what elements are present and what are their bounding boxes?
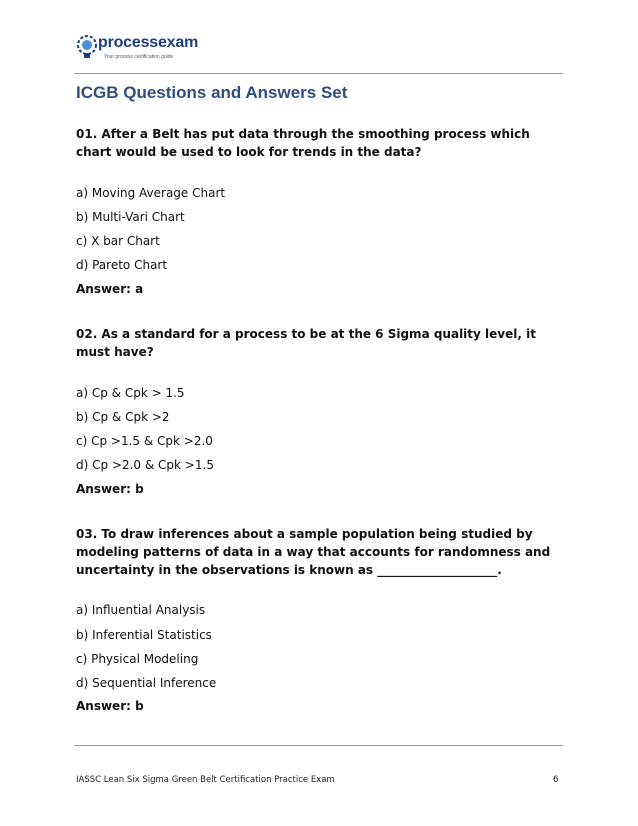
logo-wordmark: processexam — [98, 34, 199, 51]
option-b: b) Inferential Statistics — [76, 628, 212, 642]
option-d: d) Cp >2.0 & Cpk >1.5 — [76, 458, 214, 472]
option-a: a) Moving Average Chart — [76, 186, 226, 200]
option-c: c) Physical Modeling — [76, 652, 199, 666]
page-title: ICGB Questions and Answers Set — [76, 83, 348, 102]
question-text: 03. To draw inferences about a sample population being studied by modeling patterns of data in a way that accounts for randomness and uncertainty in the observations is known as ____________________. — [76, 527, 551, 577]
option-c: c) Cp >1.5 & Cpk >2.0 — [76, 434, 213, 448]
option-d: d) Pareto Chart — [76, 258, 168, 272]
option-a: a) Cp & Cpk > 1.5 — [76, 386, 185, 400]
answer: Answer: a — [76, 282, 144, 296]
option-c: c) X bar Chart — [76, 234, 160, 248]
option-b: b) Multi-Vari Chart — [76, 210, 185, 224]
option-b: b) Cp & Cpk >2 — [76, 410, 170, 424]
option-d: d) Sequential Inference — [76, 676, 217, 690]
header-divider — [74, 73, 563, 74]
lightbulb-icon — [76, 34, 98, 62]
page-number: 6 — [553, 775, 559, 785]
logo-tagline: Your process certification guide — [104, 54, 174, 60]
answer: Answer: b — [76, 699, 144, 713]
footer-text: IASSC Lean Six Sigma Green Belt Certification Practice Exam — [76, 775, 335, 785]
logo — [76, 34, 199, 68]
answer: Answer: b — [76, 482, 144, 496]
footer-divider — [74, 745, 563, 746]
question-text: 01. After a Belt has put data through the smoothing process which chart would be used to look for trends in the data? — [76, 127, 530, 159]
option-a: a) Influential Analysis — [76, 603, 206, 617]
question-text: 02. As a standard for a process to be at the 6 Sigma quality level, it must have? — [76, 327, 536, 359]
